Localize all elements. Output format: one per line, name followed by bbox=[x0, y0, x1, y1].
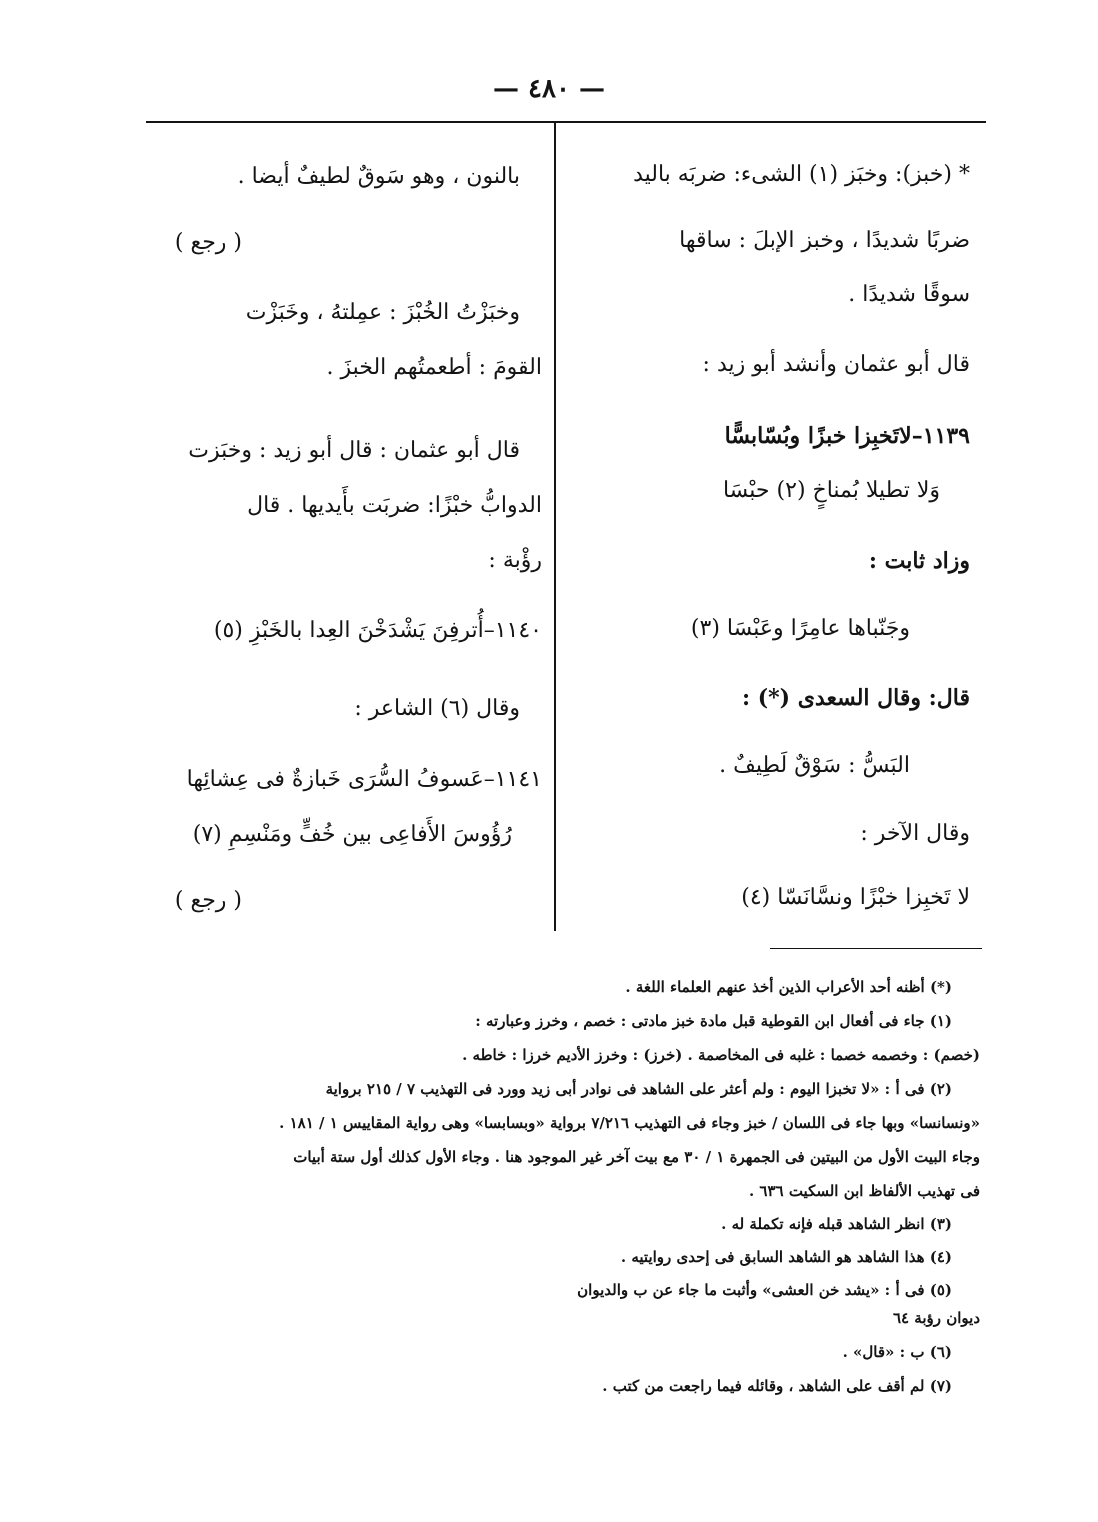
verse-1141-line-2: رُؤُوسَ الأَفاعِى بين خُفٍّ ومَنْسِمِ (٧) bbox=[192, 822, 512, 847]
footnote-5: (٥) فى أ : «يشد خن العشى» وأثبت ما جاء عن ب والديوان bbox=[577, 1281, 952, 1299]
right-line-4: قال أبو عثمان وأنشد أبو زيد : bbox=[702, 352, 970, 377]
right-line-10: البَسُّ : سَوْقٌ لَطِيفٌ . bbox=[719, 753, 910, 778]
footnote-2-cont-1: «ونسانسا» وبها جاء فى اللسان / خبز وجاء فى التهذيب ٧/٢١٦ برواية «وبسابسا» وهى رواية المقاييس ١ / ١٨١ . bbox=[279, 1114, 980, 1132]
right-line-7: وزاد ثابت : bbox=[868, 548, 970, 574]
footnote-5-cont: ديوان رؤبة ٦٤ bbox=[892, 1309, 980, 1327]
left-line-1: بالنون ، وهو سَوقٌ لطيفٌ أيضا . bbox=[237, 164, 520, 189]
verse-1141-line-1: ١١٤١–عَسوفُ السُّرَى خَبازةٌ فى عِشائِها bbox=[186, 767, 542, 792]
footnote-1-cont: (خصم) : وخصمه خصما : غلبه فى المخاصمة . (خرز) : وخرز الأديم خرزا : خاطه . bbox=[462, 1046, 980, 1064]
page-number: — ٤٨٠ — bbox=[492, 74, 606, 104]
left-line-6: الدوابُّ خبْزًا: ضربَت بأَيديها . قال bbox=[247, 493, 542, 518]
footnote-4: (٤) هذا الشاهد هو الشاهد السابق فى إحدى روايتيه . bbox=[620, 1248, 952, 1266]
left-line-7: رؤْبة : bbox=[488, 548, 542, 573]
column-divider bbox=[554, 123, 556, 931]
right-line-11: وقال الآخر : bbox=[860, 821, 970, 846]
footnote-1: (١) جاء فى أفعال ابن القوطية قبل مادة خبز مادتى : خصم ، وخرز وعبارته : bbox=[475, 1012, 952, 1030]
right-line-1: * (خبز): وخبَز (١) الشىء: ضربَه باليد bbox=[633, 162, 970, 187]
footnote-2: (٢) فى أ : «لا تخبزا اليوم : ولم أعثر على الشاهد فى نوادر أبى زيد وورد فى التهذيب ٧ / ٢١٥ برواية bbox=[325, 1080, 952, 1098]
footnote-2-cont-2: وجاء البيت الأول من البيتين فى الجمهرة ١ / ٣٠ مع بيت آخر غير الموجود هنا . وجاء الأول كذلك أول ستة أبيات bbox=[293, 1148, 980, 1166]
footnote-6: (٦) ب : «قال» . bbox=[842, 1343, 952, 1361]
footnote-3: (٣) انظر الشاهد قبله فإنه تكملة له . bbox=[721, 1215, 952, 1233]
left-line-5: قال أبو عثمان : قال أبو زيد : وخبَزت bbox=[188, 438, 520, 463]
right-line-3: سوقًا شديدًا . bbox=[848, 282, 970, 307]
verse-1139-line-2: وَلا تطيلا بُمناخٍ (٢) حبْسَا bbox=[722, 478, 940, 503]
footnote-7: (٧) لم أقف على الشاهد ، وقائله فيما راجعت من كتب . bbox=[602, 1377, 952, 1395]
right-line-9: قال: وقال السعدى (*) : bbox=[741, 685, 970, 711]
verse-1139-line-1: ١١٣٩–لاتَخبِزا خبزًا وبُسّابسًّا bbox=[724, 423, 970, 449]
header-rule bbox=[146, 121, 986, 123]
left-line-3: وخبَزْتُ الخُبْزَ : عمِلتهُ ، وخَبَزْت bbox=[245, 300, 520, 325]
left-line-2: ( رجع ) bbox=[174, 230, 242, 255]
right-line-2: ضربًا شديدًا ، وخبز الإبلَ : ساقها bbox=[679, 228, 970, 253]
left-line-9: وقال (٦) الشاعر : bbox=[354, 696, 520, 721]
left-line-4: القومَ : أطعمتُهم الخبزَ . bbox=[326, 355, 542, 380]
footnote-rule bbox=[770, 948, 982, 949]
right-line-12: لا تَخبِزا خبْزًا ونسَّانَسّا (٤) bbox=[741, 885, 970, 910]
footnote-2-cont-3: فى تهذيب الألفاظ ابن السكيت ٦٣٦ . bbox=[748, 1182, 980, 1200]
footnote-star: (*) أظنه أحد الأعراب الذين أخذ عنهم العلماء اللغة . bbox=[625, 978, 952, 996]
left-line-12: ( رجع ) bbox=[174, 888, 242, 913]
verse-1140: ١١٤٠–أُترفِنَ يَشْدَخْنَ العِدا بالخَبْزِ (٥) bbox=[213, 618, 542, 643]
right-line-8: وجَنّباها عامِرًا وعَبْسَا (٣) bbox=[690, 616, 910, 641]
